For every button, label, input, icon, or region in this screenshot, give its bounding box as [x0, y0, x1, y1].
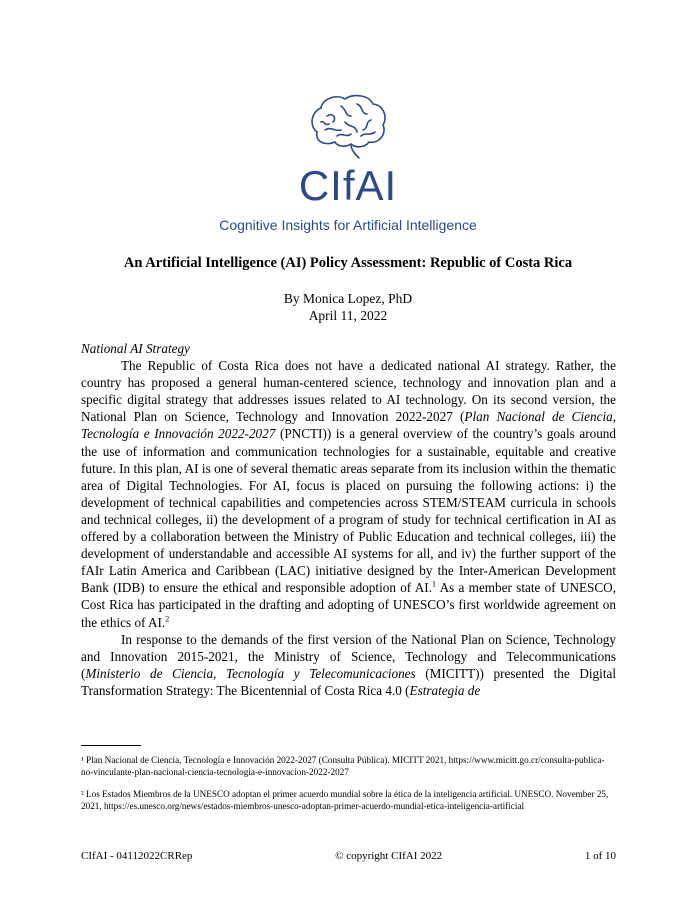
byline [0, 290, 696, 324]
footnote-2: ² Los Estados Miembros de la UNESCO adoptan el primer acuerdo mundial sobre la ética de la inteligencia artificial. UNESCO. November 25, 2021, https://es.unesco.org/news/estados-miembros-unesco-adoptan-primer-acuerdo-mundial-etica-inteligencia-artificial [81, 789, 609, 811]
date: April 11, 2022 [308, 308, 388, 323]
footnote-ref-2[interactable]: 2 [165, 614, 170, 624]
footer-copyright: © copyright CIfAI 2022 [335, 850, 443, 862]
brain-icon [307, 92, 389, 162]
p1-text-a: The Republic of Costa Rica does not have a dedicated national AI strategy. Rather, the country has proposed a general human-centered science, technology and innovation plan and a specific digital strategy that addresses issues related to AI technology. On its second version, the National Plan on Science, Technology and Innovation 2022-2027 ( [81, 358, 616, 425]
footnote-1: ¹ Plan Nacional de Ciencia, Tecnología e Innovación 2022-2027 (Consulta Pública). MICITT 2021, https://www.micitt.go.cr/consulta-publica-no-vinculante-plan-nacional-ciencia-tecnologia-e-innovacion-2022-2027 [81, 755, 605, 777]
p2-italic: Ministerio de Ciencia, Tecnología y Telecomunicaciones [85, 665, 416, 681]
logo-tagline: Cognitive Insights for Artificial Intelligence [219, 217, 477, 233]
author: By Monica Lopez, PhD [283, 291, 413, 306]
footer-doc-id: CIfAI - 04112022CRRep [81, 850, 193, 862]
paragraph-1 [81, 357, 616, 631]
p2-italic-2: Estrategia de [409, 682, 481, 698]
p2-text-b: (MICITT)) presented the Digital Transformation Strategy: The Bicentennial of Costa Rica 4.0 ( [81, 665, 616, 698]
footnotes [81, 754, 616, 822]
footer-page-number: 1 of 10 [584, 850, 616, 862]
footnote-ref-1[interactable]: 1 [432, 579, 436, 589]
p1-italic: Plan Nacional de Ciencia, Tecnología e Innovación 2022-2027 [81, 409, 616, 442]
section-heading: National AI Strategy [81, 341, 190, 356]
body-text [81, 340, 616, 699]
p2-text-a: In response to the demands of the first version of the National Plan on Science, Technology and Innovation 2015-2021, the Ministry of Science, Technology and Telecommunications ( [81, 631, 616, 681]
document-title: An Artificial Intelligence (AI) Policy Assessment: Republic of Costa Rica [123, 255, 573, 271]
logo [0, 92, 696, 208]
logo-wordmark: CIfAI [298, 162, 398, 209]
footnote-divider [81, 745, 141, 746]
page-footer [81, 850, 616, 862]
p1-text-b: (PNCTI)) is a general overview of the country’s goals around the use of information and communication technologies for a sustainable, equitable and creative future. In this plan, AI is one of several thematic areas separate from its inclusion within the thematic area of Digital Technologies. For AI, focus is placed on pursuing the following actions: i) the development of technical capabilities and competencies across STEM/STEAM curricula in schools and technical colleges, ii) the development of a program of study for technical certification in AI as offered by a collaboration between the Ministry of Public Education and technical colleges, iii) the development of understandable and accessible AI systems for all, and iv) the further support of the fAIr Latin America and Caribbean (LAC) initiative designed by the Inter-American Development Bank (IDB) to ensure the ethical and responsible adoption of AI. [81, 426, 616, 596]
p1-text-c: As a member state of UNESCO, Cost Rica has participated in the drafting and adopting of UNESCO’s first worldwide agreement on the ethics of AI. [81, 580, 616, 630]
paragraph-2 [81, 631, 616, 699]
